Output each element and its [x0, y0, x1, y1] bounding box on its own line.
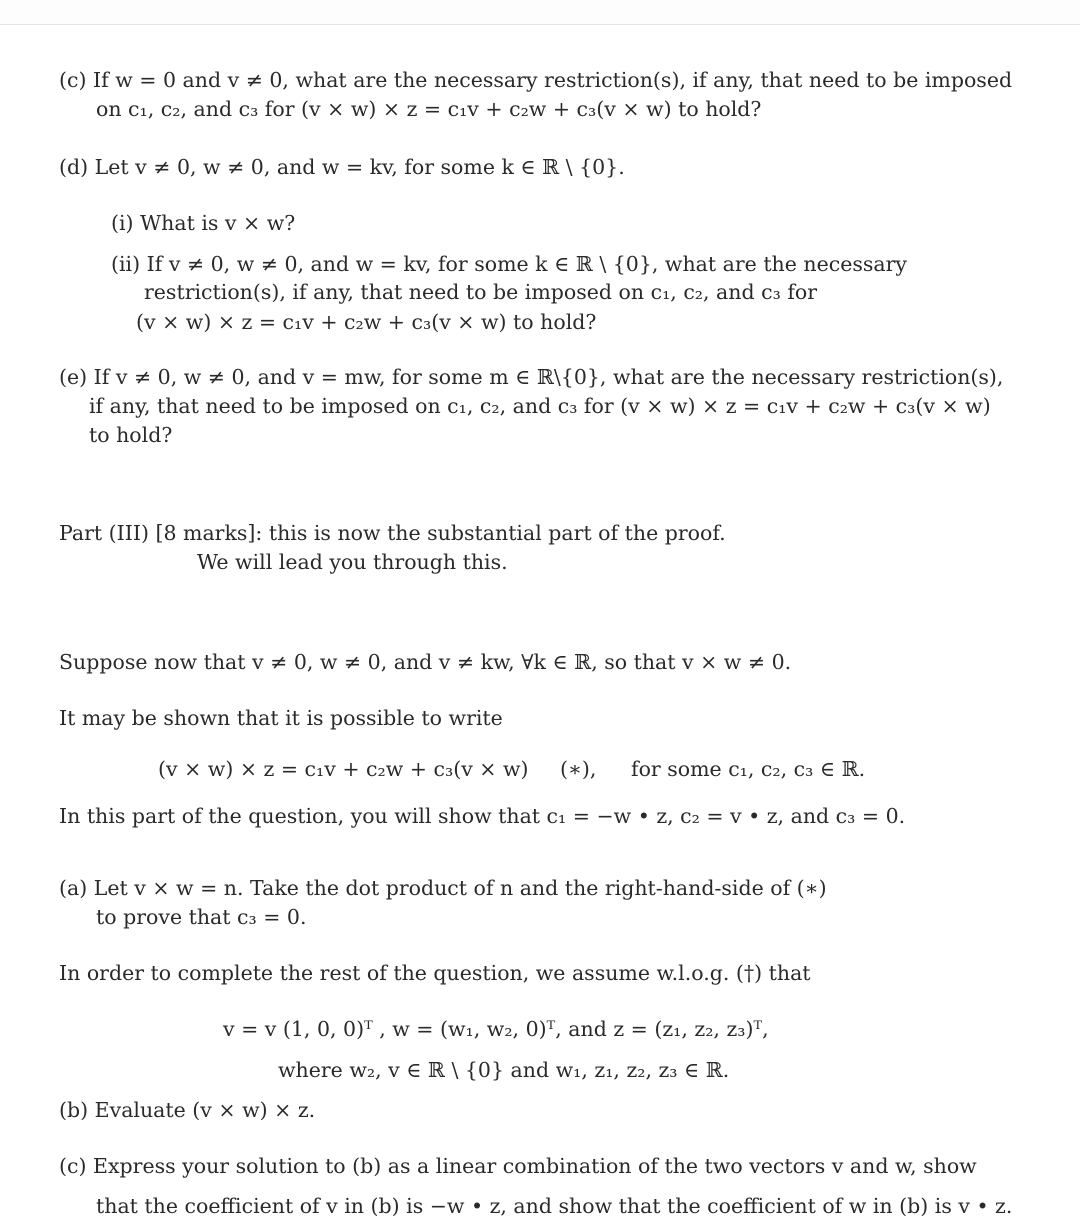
- part-3-c-line-2: that the coefficient of v in (b) is −w • z, and show that the coefficient of w in (b) is v • z.: [96, 1194, 1013, 1218]
- question-d-text: Let v ≠ 0, w ≠ 0, and w = kv, for some k ∈ ℝ \ {0}.: [94, 155, 625, 179]
- question-e-line-1: [59, 363, 1003, 392]
- part-3-a-label: (a): [59, 876, 88, 900]
- part-3-b-text: Evaluate (v × w) × z.: [94, 1098, 316, 1122]
- question-d-ii-line-2: restriction(s), if any, that need to be imposed on c₁, c₂, and c₃ for: [144, 280, 818, 304]
- question-d-ii-line-3: (v × w) × z = c₁v + c₂w + c₃(v × w) to hold?: [136, 310, 597, 334]
- question-d-i-text: What is v × w?: [140, 211, 296, 235]
- question-d-label: (d): [59, 155, 89, 179]
- part-3-b-label: (b): [59, 1098, 89, 1122]
- question-d-ii-line-1: [111, 250, 907, 279]
- question-d-ii-text: If v ≠ 0, w ≠ 0, and w = kv, for some k ∈ ℝ \ {0}, what are the necessary: [146, 252, 908, 276]
- part-3-a-text: Let v × w = n. Take the dot product of n and the right-hand-side of (∗): [93, 876, 827, 900]
- part-3-c-label: (c): [59, 1154, 87, 1178]
- assume-equation-2: where w₂, v ∈ ℝ \ {0} and w₁, z₁, z₂, z₃ ∈ ℝ.: [278, 1058, 730, 1082]
- part-3-heading: Part (III) [8 marks]: this is now the substantial part of the proof.: [59, 521, 726, 545]
- assume-statement: In order to complete the rest of the question, we assume w.l.o.g. (†) that: [59, 961, 811, 985]
- question-e-label: (e): [59, 365, 88, 389]
- equation-star-condition: for some c₁, c₂, c₃ ∈ ℝ.: [631, 757, 866, 781]
- question-c-line-1: [59, 66, 1012, 95]
- part-3-a-line-1: [59, 874, 827, 903]
- assume-equation-1: v = v (1, 0, 0)ᵀ , w = (w₁, w₂, 0)ᵀ, and z = (z₁, z₂, z₃)ᵀ,: [223, 1017, 769, 1041]
- equation-star-tag: (∗),: [560, 757, 597, 781]
- question-d-i: [111, 209, 295, 238]
- question-e-line-3: to hold?: [89, 423, 173, 447]
- question-d-line-1: [59, 153, 625, 182]
- question-c-text: If w = 0 and v ≠ 0, what are the necessary restriction(s), if any, that need to be imposed: [93, 68, 1013, 92]
- may-be-shown: It may be shown that it is possible to write: [59, 706, 503, 730]
- part-3-c-text: Express your solution to (b) as a linear combination of the two vectors v and w, show: [93, 1154, 977, 1178]
- question-d-i-label: (i): [111, 211, 134, 235]
- question-c-label: (c): [59, 68, 87, 92]
- part-3-subheading: We will lead you through this.: [197, 550, 508, 574]
- in-this-part: In this part of the question, you will show that c₁ = −w • z, c₂ = v • z, and c₃ = 0.: [59, 804, 906, 828]
- suppose-statement: Suppose now that v ≠ 0, w ≠ 0, and v ≠ kw, ∀k ∈ ℝ, so that v × w ≠ 0.: [59, 650, 792, 674]
- part-3-a-line-2: to prove that c₃ = 0.: [96, 905, 307, 929]
- part-3-b: [59, 1096, 315, 1125]
- question-c-line-2: on c₁, c₂, and c₃ for (v × w) × z = c₁v + c₂w + c₃(v × w) to hold?: [96, 97, 762, 121]
- part-3-c-line-1: [59, 1152, 977, 1181]
- question-e-text: If v ≠ 0, w ≠ 0, and v = mw, for some m ∈ ℝ\{0}, what are the necessary restriction(s),: [93, 365, 1004, 389]
- equation-star: (v × w) × z = c₁v + c₂w + c₃(v × w): [158, 757, 529, 781]
- question-e-line-2: if any, that need to be imposed on c₁, c₂, and c₃ for (v × w) × z = c₁v + c₂w + c₃(v × w): [89, 394, 991, 418]
- question-d-ii-label: (ii): [111, 252, 141, 276]
